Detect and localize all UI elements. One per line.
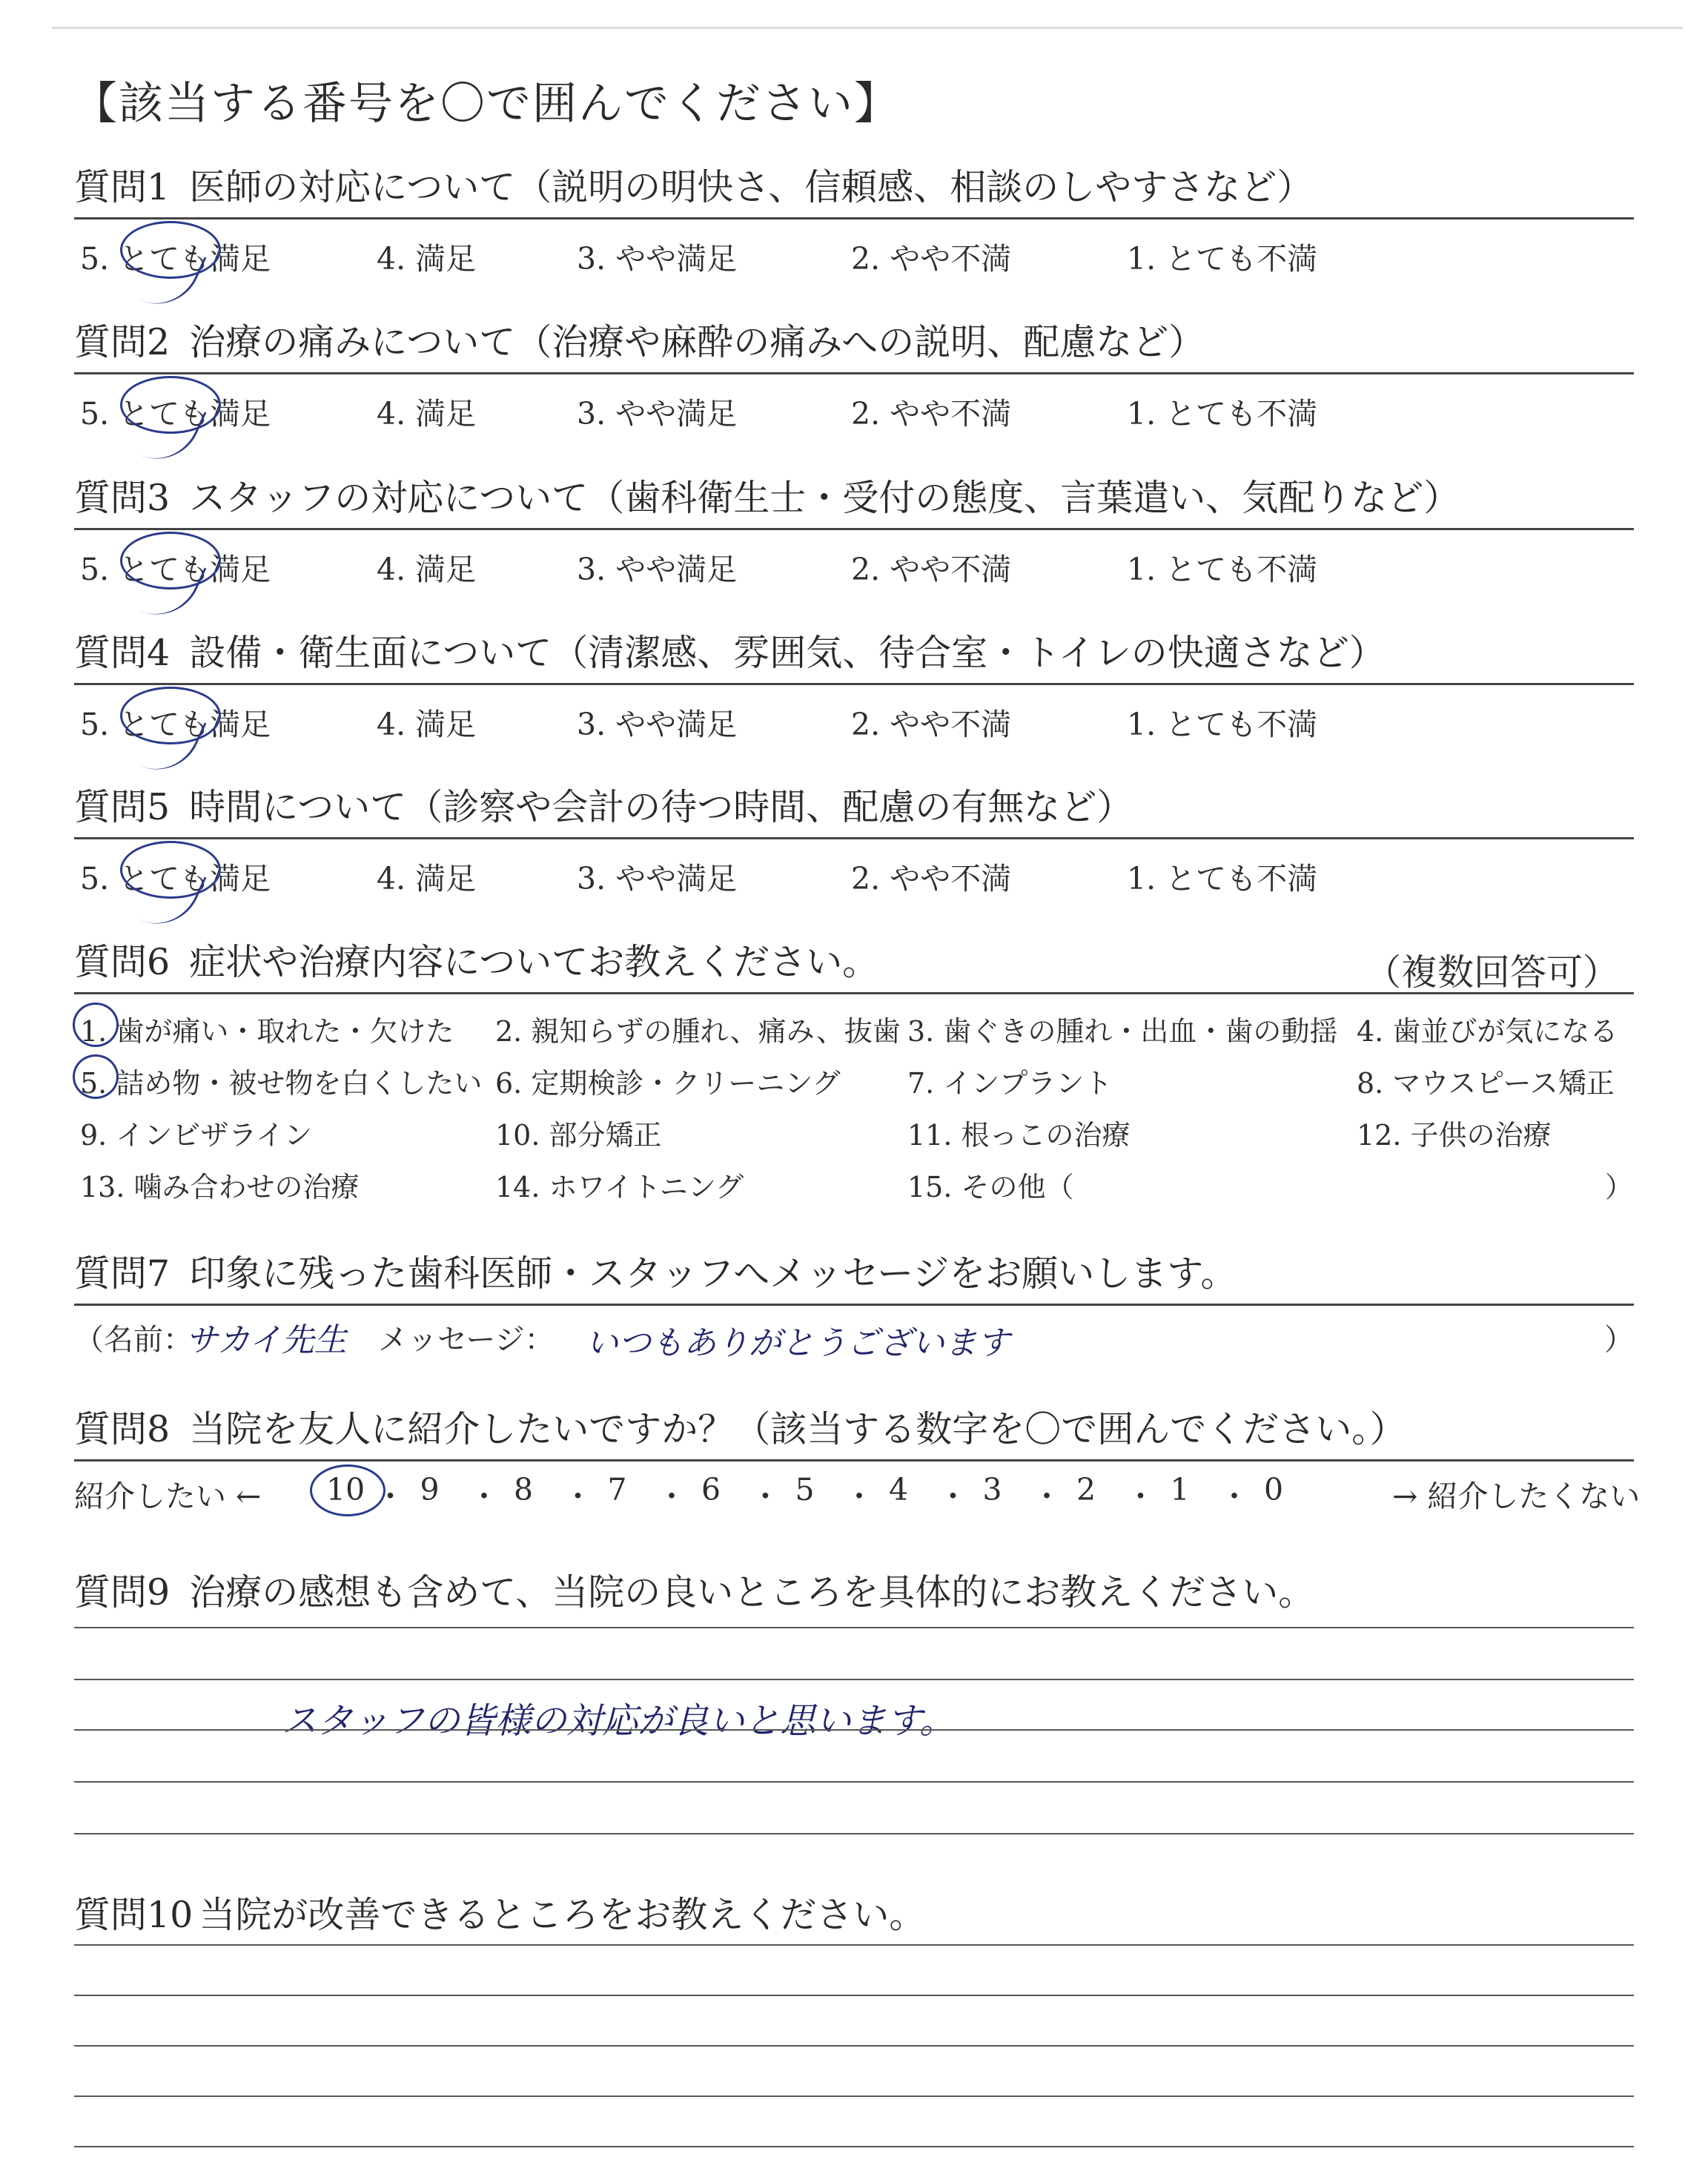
- scale-separator: ・: [1125, 1479, 1156, 1514]
- rating-option[interactable]: 2. やや不満: [851, 241, 1012, 277]
- scale-number[interactable]: 7: [607, 1472, 627, 1507]
- other-close-paren: ）: [1605, 1171, 1634, 1203]
- question-number: 質問1: [74, 166, 171, 208]
- answer-line: [74, 1833, 1634, 1834]
- question-number: 質問4: [74, 632, 171, 674]
- question-rule: [74, 1304, 1634, 1306]
- treatment-option[interactable]: 6. 定期検診・クリーニング: [495, 1067, 841, 1100]
- scale-number[interactable]: 5: [795, 1472, 815, 1507]
- treatment-option[interactable]: 12. 子供の治療: [1357, 1119, 1552, 1152]
- treatment-option[interactable]: 10. 部分矯正: [495, 1119, 662, 1152]
- selection-circle: [310, 1464, 385, 1516]
- question-text: 症状や治療内容についてお教えください。: [189, 941, 879, 983]
- question-7: [74, 1252, 1634, 1295]
- rating-option[interactable]: 1. とても不満: [1127, 552, 1318, 587]
- answer-line: [74, 2045, 1634, 2047]
- rating-option[interactable]: 5. とても満足: [80, 396, 271, 432]
- question-text: 設備・衛生面について（清潔感、雰囲気、待合室・トイレの快適さなど）: [189, 632, 1386, 674]
- scale-number[interactable]: 3: [982, 1472, 1002, 1507]
- name-label: （名前：: [74, 1323, 193, 1357]
- answer-line: [74, 1729, 1634, 1731]
- scale-separator: ・: [563, 1479, 593, 1514]
- question-rule: [74, 992, 1634, 994]
- rating-option[interactable]: 1. とても不満: [1127, 241, 1318, 277]
- scale-separator: ・: [750, 1479, 781, 1514]
- rating-option[interactable]: 4. 満足: [377, 396, 477, 432]
- question-number: 質問3: [74, 477, 171, 519]
- question-3: [74, 477, 1634, 519]
- rating-option[interactable]: 2. やや不満: [851, 707, 1012, 742]
- q9-answer[interactable]: スタッフの皆様の対応が良いと思います。: [282, 1700, 956, 1742]
- scale-number[interactable]: 0: [1264, 1472, 1284, 1507]
- question-text: 印象に残った歯科医師・スタッフへメッセージをお願いします。: [189, 1252, 1237, 1295]
- rating-option[interactable]: 4. 満足: [377, 861, 477, 896]
- answer-line: [74, 1781, 1634, 1783]
- name-value[interactable]: サカイ先生: [185, 1321, 347, 1359]
- question-text: スタッフの対応について（歯科衛生士・受付の態度、言葉遣い、気配りなど）: [189, 477, 1460, 519]
- question-4: [74, 632, 1634, 674]
- rating-option[interactable]: 3. やや満足: [577, 552, 738, 587]
- message-close: ）: [1604, 1323, 1634, 1357]
- question-number: 質問2: [74, 321, 171, 363]
- question-rule: [74, 528, 1634, 530]
- rating-option[interactable]: 5. とても満足: [80, 861, 271, 896]
- rating-option[interactable]: 3. やや満足: [577, 241, 738, 277]
- question-rule: [74, 1459, 1634, 1462]
- rating-option[interactable]: 4. 満足: [377, 552, 477, 587]
- scale-number[interactable]: 10: [326, 1472, 365, 1507]
- treatment-option[interactable]: 14. ホワイトニング: [495, 1171, 744, 1203]
- scale-number[interactable]: 8: [514, 1472, 534, 1507]
- selection-circle: [73, 1003, 119, 1047]
- rating-option[interactable]: 2. やや不満: [851, 396, 1012, 432]
- treatment-option[interactable]: 5. 詰め物・被せ物を白くしたい: [80, 1067, 483, 1100]
- answer-line: [74, 1627, 1634, 1628]
- question-6: [74, 941, 1634, 994]
- scale-number[interactable]: 9: [420, 1472, 440, 1507]
- rating-option[interactable]: 1. とても不満: [1127, 396, 1318, 432]
- question-number: 質問10: [74, 1894, 193, 1936]
- scale-separator: ・: [656, 1479, 687, 1514]
- answer-line: [74, 1679, 1634, 1680]
- rating-option[interactable]: 4. 満足: [377, 707, 477, 742]
- question-text: 当院が改善できるところをお教えください。: [199, 1894, 926, 1936]
- treatment-option[interactable]: 4. 歯並びが気になる: [1357, 1015, 1618, 1048]
- answer-line: [74, 1944, 1634, 1946]
- treatment-option[interactable]: 1. 歯が痛い・取れた・欠けた: [80, 1015, 454, 1048]
- treatment-option[interactable]: 15. その他（: [907, 1171, 1074, 1203]
- page-title: 【該当する番号を〇で囲んでください】: [73, 78, 900, 130]
- message-label: メッセージ：: [378, 1323, 555, 1357]
- scale-number[interactable]: 1: [1170, 1472, 1190, 1507]
- rating-option[interactable]: 2. やや不満: [851, 552, 1012, 587]
- question-rule: [74, 372, 1634, 374]
- rating-option[interactable]: 3. やや満足: [577, 861, 738, 896]
- treatment-option[interactable]: 8. マウスピース矯正: [1357, 1067, 1615, 1100]
- rating-option[interactable]: 1. とても不満: [1127, 861, 1318, 896]
- rating-option[interactable]: 3. やや満足: [577, 396, 738, 432]
- scale-number[interactable]: 4: [889, 1472, 909, 1507]
- question-rule: [74, 217, 1634, 219]
- question-number: 質問5: [74, 786, 171, 828]
- rating-option[interactable]: 5. とても満足: [80, 707, 271, 742]
- answer-line: [74, 2095, 1634, 2097]
- question-text: 当院を友人に紹介したいですか？（該当する数字を〇で囲んでください。）: [189, 1408, 1406, 1450]
- answer-line: [74, 1995, 1634, 1996]
- treatment-option[interactable]: 2. 親知らずの腫れ、痛み、抜歯: [495, 1015, 901, 1048]
- treatment-option[interactable]: 11. 根っこの治療: [907, 1119, 1131, 1152]
- rating-option[interactable]: 5. とても満足: [80, 552, 271, 587]
- question-10: [74, 1894, 1634, 1936]
- multiple-answer-note: （複数回答可）: [1364, 951, 1619, 994]
- rating-option[interactable]: 5. とても満足: [80, 241, 271, 277]
- rating-option[interactable]: 3. やや満足: [577, 707, 738, 742]
- question-text: 時間について（診察や会計の待つ時間、配慮の有無など）: [189, 786, 1133, 828]
- question-5: [74, 786, 1634, 828]
- treatment-option[interactable]: 13. 噛み合わせの治療: [80, 1171, 360, 1203]
- scale-number[interactable]: 2: [1076, 1472, 1096, 1507]
- rating-option[interactable]: 4. 満足: [377, 241, 477, 277]
- scale-right-label: → 紹介したくない: [1392, 1479, 1641, 1514]
- scale-separator: ・: [938, 1479, 968, 1514]
- scale-separator: ・: [1031, 1479, 1062, 1514]
- message-value[interactable]: いつもありがとうございます: [586, 1324, 1010, 1362]
- question-number: 質問9: [74, 1571, 171, 1614]
- treatment-option[interactable]: 3. 歯ぐきの腫れ・出血・歯の動揺: [907, 1015, 1338, 1048]
- treatment-option[interactable]: 9. インビザライン: [80, 1119, 313, 1152]
- message-row: [74, 1316, 1634, 1361]
- rating-option[interactable]: 1. とても不満: [1127, 707, 1318, 742]
- scale-separator: ・: [375, 1479, 406, 1514]
- question-9: [74, 1571, 1634, 1614]
- question-number: 質問8: [74, 1408, 171, 1450]
- rating-option[interactable]: 2. やや不満: [851, 861, 1012, 896]
- treatment-option[interactable]: 7. インプラント: [907, 1067, 1113, 1100]
- question-2: [74, 321, 1634, 363]
- question-8: [74, 1408, 1634, 1450]
- question-1: [74, 166, 1634, 208]
- scale-separator: ・: [469, 1479, 500, 1514]
- question-rule: [74, 683, 1634, 685]
- selection-circle: [73, 1054, 119, 1099]
- question-number: 質問6: [74, 941, 171, 983]
- answer-line: [74, 2146, 1634, 2147]
- question-number: 質問7: [74, 1252, 171, 1295]
- question-rule: [74, 837, 1634, 839]
- scale-separator: ・: [844, 1479, 875, 1514]
- question-text: 医師の対応について（説明の明快さ、信頼感、相談のしやすさなど）: [189, 166, 1314, 208]
- question-text: 治療の痛みについて（治療や麻酔の痛みへの説明、配慮など）: [189, 321, 1205, 363]
- top-border: [52, 27, 1683, 29]
- scale-number[interactable]: 6: [701, 1472, 721, 1507]
- scale-left-label: 紹介したい ←: [74, 1479, 262, 1514]
- scale-separator: ・: [1219, 1479, 1250, 1514]
- question-text: 治療の感想も含めて、当院の良いところを具体的にお教えください。: [189, 1571, 1315, 1614]
